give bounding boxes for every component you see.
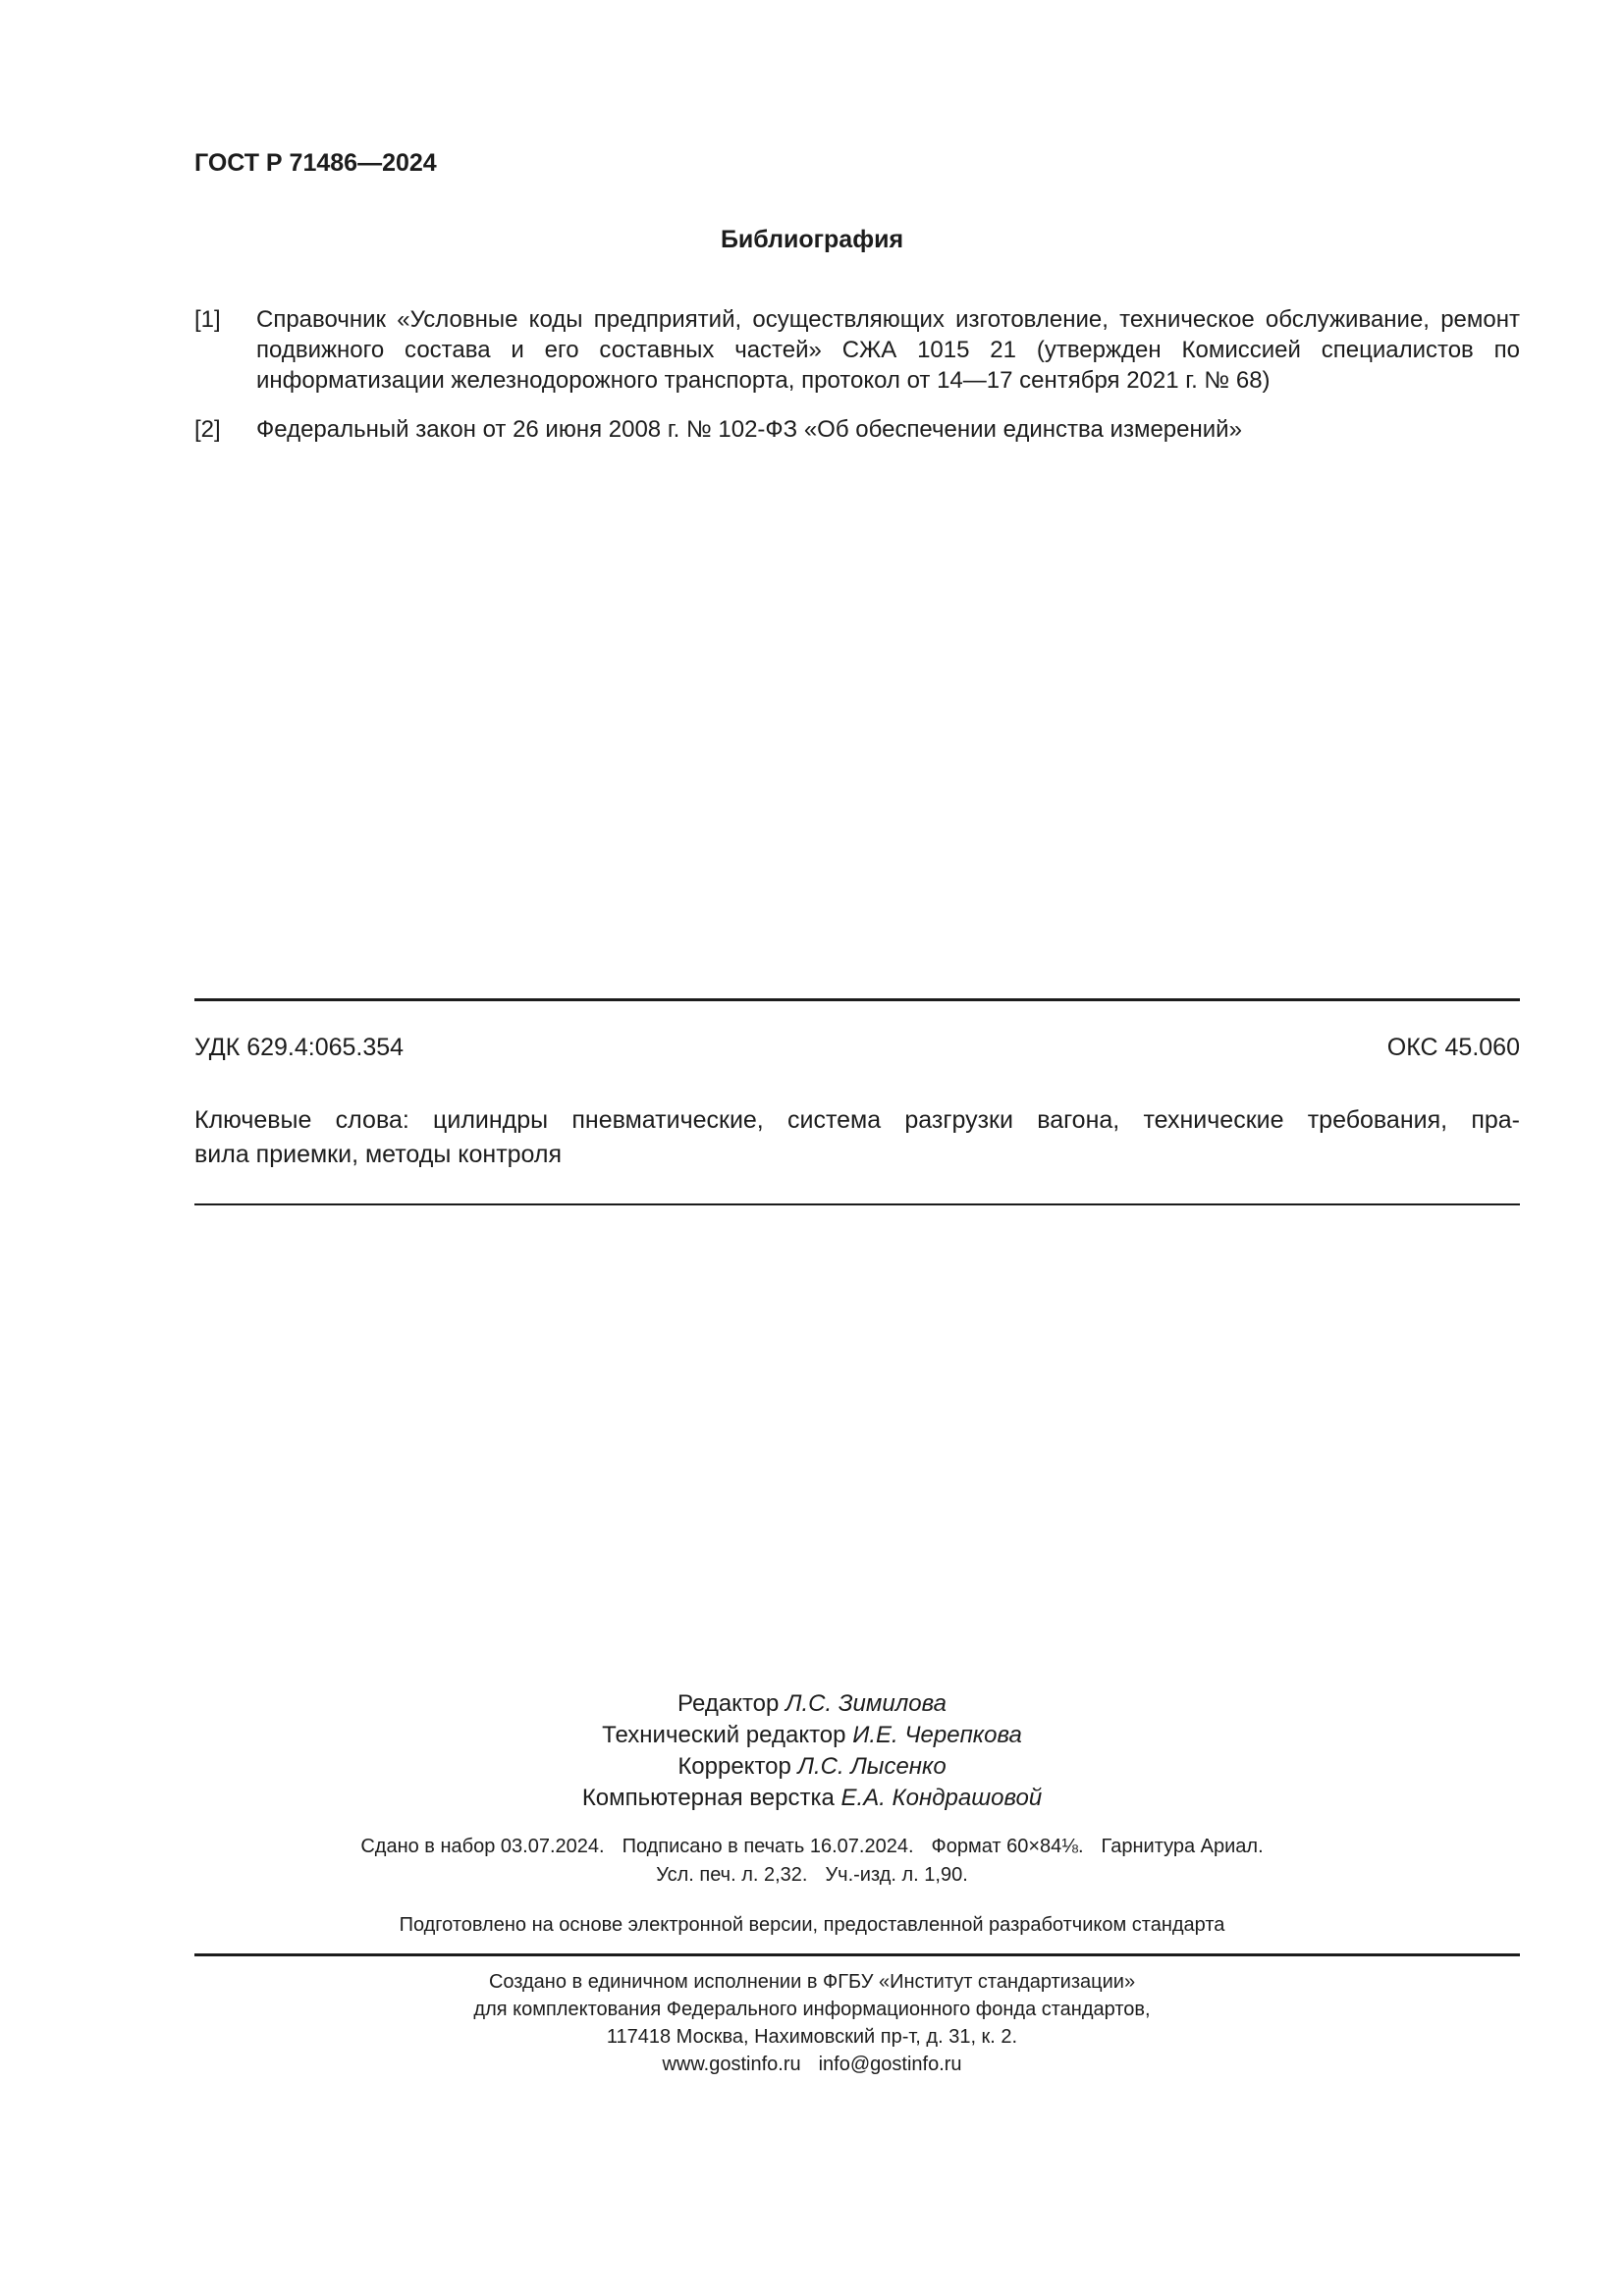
bibliography-entry <box>194 414 1520 445</box>
credits-block <box>0 1688 1624 1814</box>
prepared-note: Подготовлено на основе электронной версии, предоставленной разработчиком стандарта <box>399 1914 1225 1936</box>
publication-info <box>0 1833 1624 1890</box>
bibliography-entry <box>194 304 1520 396</box>
oks-code: ОКС 45.060 <box>1386 1034 1520 1061</box>
publication-info-line: Сдано в набор 03.07.2024. Подписано в печать 16.07.2024. Формат 60×84⅛. Гарнитура Ариал. <box>360 1836 1264 1857</box>
keywords-line: вила приемки, методы контроля <box>194 1141 563 1168</box>
website-link[interactable]: www.gostinfo.ru <box>662 2054 801 2075</box>
udk-code: УДК 629.4:065.354 <box>194 1034 405 1061</box>
document-code: ГОСТ Р 71486—2024 <box>194 149 437 177</box>
bibliography-entry-text: Справочник «Условные коды предприятий, осуществляющих изготовление, техническое обслуживание, ремонт подвижного состава и его составных частей» СЖА 1015 21 (утвержден Комиссией специалистов по информатизации железнодорожного транспорта, протокол от 14—17 сентября 2021 г. № 68) <box>256 306 1520 394</box>
bibliography-title: Библиография <box>720 226 904 253</box>
publisher-line: 117418 Москва, Нахимовский пр-т, д. 31, к. 2. <box>606 2026 1018 2048</box>
keywords-block <box>194 1103 1520 1172</box>
publisher-contacts <box>0 2051 1624 2078</box>
credit-line-technical-editor: Технический редактор И.Е. Черепкова <box>602 1722 1022 1748</box>
publisher-info <box>0 1968 1624 2078</box>
bibliography-entry-number: [1] <box>194 306 221 333</box>
credit-line-proofreader: Корректор Л.С. Лысенко <box>677 1753 947 1780</box>
credit-line-editor: Редактор Л.С. Зимилова <box>677 1690 947 1717</box>
publication-info-line: Усл. печ. л. 2,32. Уч.-изд. л. 1,90. <box>656 1864 968 1886</box>
publisher-line: Создано в единичном исполнении в ФГБУ «Институт стандартизации» <box>488 1971 1136 1993</box>
bibliography-entry-text: Федеральный закон от 26 июня 2008 г. № 102-ФЗ «Об обеспечении единства измерений» <box>256 416 1242 443</box>
email-link[interactable]: info@gostinfo.ru <box>818 2054 962 2075</box>
credit-line-layout: Компьютерная верстка Е.А. Кондрашовой <box>581 1785 1043 1811</box>
keywords-line: Ключевые слова: цилиндры пневматические, система разгрузки вагона, технические требования, пра- <box>194 1106 1520 1134</box>
section-divider <box>194 1953 1520 1956</box>
bibliography-entry-number: [2] <box>194 416 221 443</box>
publisher-line: для комплектования Федерального информационного фонда стандартов, <box>473 1999 1151 2020</box>
section-divider <box>194 998 1520 1001</box>
section-divider <box>194 1203 1520 1205</box>
